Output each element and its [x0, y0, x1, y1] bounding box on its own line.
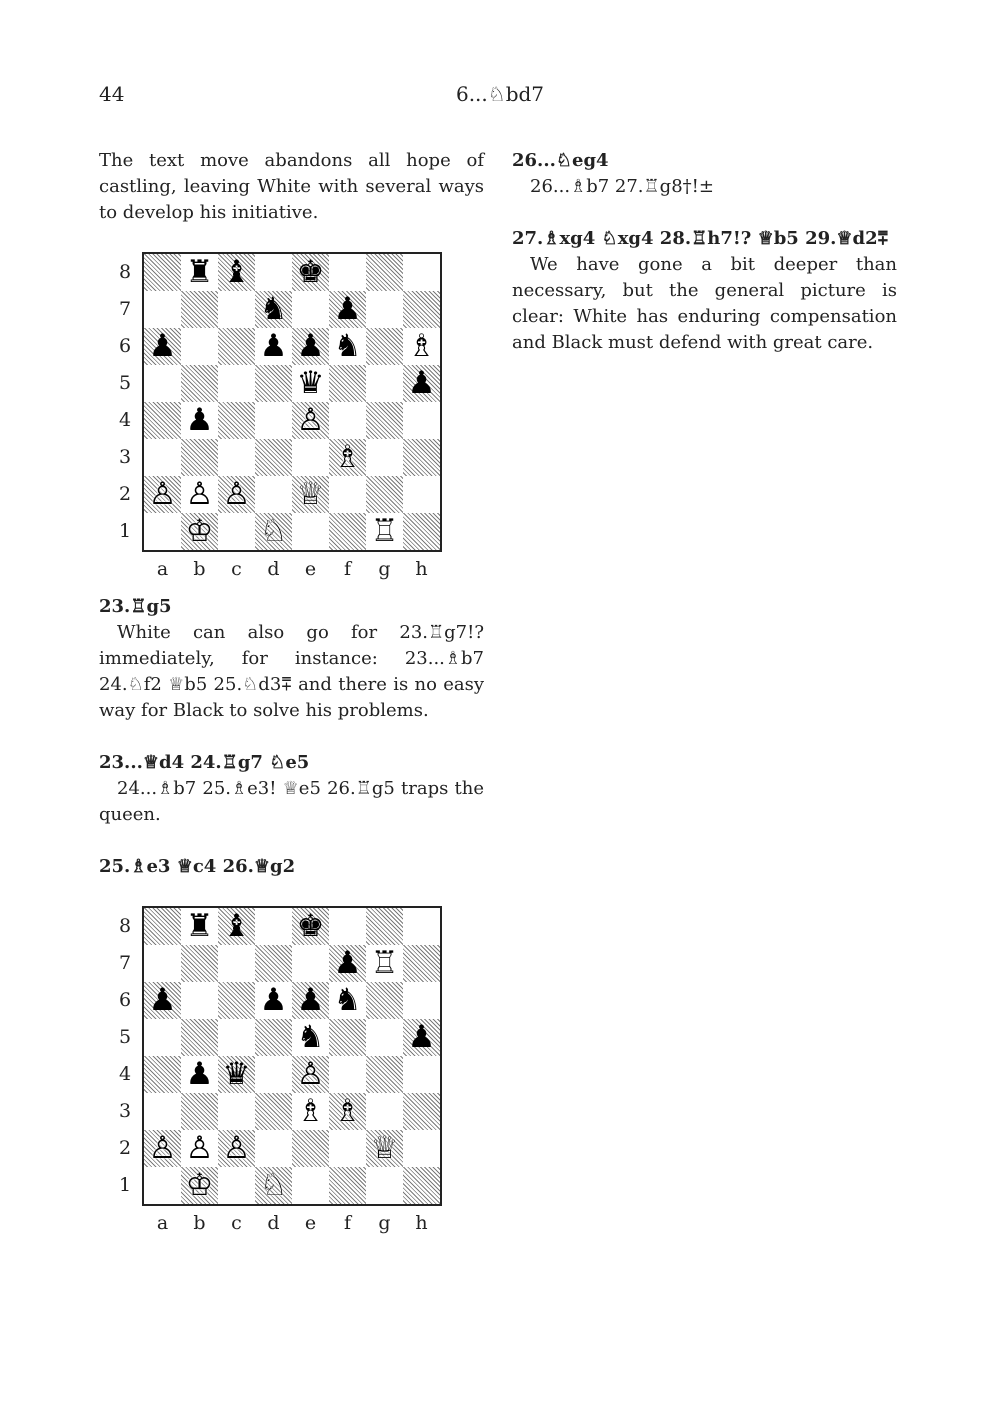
- square-e6: [292, 328, 329, 365]
- rank-label: 7: [118, 952, 132, 974]
- black-pawn-icon: ♟: [333, 945, 362, 981]
- square-d2: [255, 476, 292, 513]
- square-a7: [144, 945, 181, 982]
- square-f7: [329, 945, 366, 982]
- black-pawn-icon: ♟: [296, 982, 325, 1018]
- black-knight-icon: ♞: [333, 328, 362, 364]
- square-h5: [403, 1019, 440, 1056]
- square-d3: [255, 1093, 292, 1130]
- square-b6: [181, 982, 218, 1019]
- square-h4: [403, 402, 440, 439]
- black-knight-icon: ♞: [259, 291, 288, 327]
- square-b5: [181, 1019, 218, 1056]
- square-b8: [181, 254, 218, 291]
- square-f1: [329, 513, 366, 550]
- white-pawn-icon: ♙: [148, 1130, 177, 1166]
- square-e5: [292, 1019, 329, 1056]
- file-label: f: [343, 558, 352, 580]
- square-a4: [144, 402, 181, 439]
- file-label: c: [231, 558, 242, 580]
- white-bishop-icon: ♗: [407, 328, 436, 364]
- square-g8: [366, 254, 403, 291]
- move-heading-23-rg5: 23.♖g5: [99, 596, 172, 617]
- square-h4: [403, 1056, 440, 1093]
- file-label: g: [378, 558, 391, 580]
- right-column-notes-1: [512, 148, 897, 200]
- square-d6: [255, 982, 292, 1019]
- square-e1: [292, 1167, 329, 1204]
- square-b3: [181, 1093, 218, 1130]
- square-e6: [292, 982, 329, 1019]
- rank-label: 4: [118, 1063, 132, 1085]
- square-b3: [181, 439, 218, 476]
- white-pawn-icon: ♙: [148, 476, 177, 512]
- square-b1: [181, 513, 218, 550]
- black-pawn-icon: ♟: [259, 982, 288, 1018]
- white-bishop-icon: ♗: [333, 439, 362, 475]
- square-f5: [329, 1019, 366, 1056]
- black-bishop-icon: ♝: [222, 254, 251, 290]
- square-g3: [366, 1093, 403, 1130]
- square-b2: [181, 1130, 218, 1167]
- square-a6: [144, 982, 181, 1019]
- square-g1: [366, 1167, 403, 1204]
- file-label: b: [193, 1212, 206, 1234]
- white-queen-icon: ♕: [296, 476, 325, 512]
- rank-label: 7: [118, 298, 132, 320]
- rank-label: 6: [118, 989, 132, 1011]
- square-a6: [144, 328, 181, 365]
- file-label: c: [231, 1212, 242, 1234]
- left-column-intro: [99, 148, 484, 226]
- move-heading-27-bxg4: 27.♗xg4 ♘xg4 28.♖h7!? ♕b5 29.♕d2⩱: [512, 228, 889, 249]
- square-c3: [218, 439, 255, 476]
- square-h1: [403, 1167, 440, 1204]
- black-rook-icon: ♜: [185, 908, 214, 944]
- white-bishop-icon: ♗: [333, 1093, 362, 1129]
- white-pawn-icon: ♙: [222, 1130, 251, 1166]
- square-b4: [181, 402, 218, 439]
- black-rook-icon: ♜: [185, 254, 214, 290]
- square-a8: [144, 908, 181, 945]
- left-column-notes-1: [99, 594, 484, 724]
- black-pawn-icon: ♟: [148, 328, 177, 364]
- square-f1: [329, 1167, 366, 1204]
- square-b4: [181, 1056, 218, 1093]
- square-h1: [403, 513, 440, 550]
- running-title: 6...♘bd7: [455, 82, 545, 106]
- rank-label: 2: [118, 1137, 132, 1159]
- square-b5: [181, 365, 218, 402]
- rank-label: 1: [118, 1174, 132, 1196]
- note-paragraph-3: 26...♗b7 27.♖g8†!±: [530, 176, 714, 197]
- square-d8: [255, 254, 292, 291]
- square-g4: [366, 402, 403, 439]
- square-a3: [144, 1093, 181, 1130]
- square-c7: [218, 291, 255, 328]
- square-d3: [255, 439, 292, 476]
- square-h3: [403, 1093, 440, 1130]
- file-label: a: [156, 558, 169, 580]
- square-e8: [292, 908, 329, 945]
- square-g2: [366, 476, 403, 513]
- square-e3: [292, 439, 329, 476]
- white-pawn-icon: ♙: [185, 476, 214, 512]
- square-f2: [329, 1130, 366, 1167]
- file-label: h: [415, 558, 428, 580]
- square-d4: [255, 402, 292, 439]
- square-f8: [329, 254, 366, 291]
- square-b2: [181, 476, 218, 513]
- note-paragraph-1: White can also go for 23.♖g7!? immediately, for instance: 23...♗b7 24.♘f2 ♕b5 25.♘d3⩱ and there is no easy way for Black to solve his problems.: [99, 622, 484, 721]
- square-e4: [292, 402, 329, 439]
- square-c8: [218, 254, 255, 291]
- square-a1: [144, 513, 181, 550]
- square-a8: [144, 254, 181, 291]
- file-label: b: [193, 558, 206, 580]
- black-pawn-icon: ♟: [185, 1056, 214, 1092]
- square-g1: [366, 513, 403, 550]
- square-d5: [255, 365, 292, 402]
- left-column-notes-3: [99, 854, 484, 880]
- square-h6: [403, 982, 440, 1019]
- move-heading-23-qd4: 23...♕d4 24.♖g7 ♘e5: [99, 752, 310, 773]
- square-c2: [218, 1130, 255, 1167]
- white-pawn-icon: ♙: [222, 476, 251, 512]
- square-h8: [403, 908, 440, 945]
- white-rook-icon: ♖: [370, 945, 399, 981]
- square-g5: [366, 365, 403, 402]
- square-d5: [255, 1019, 292, 1056]
- square-h8: [403, 254, 440, 291]
- rank-label: 8: [118, 261, 132, 283]
- square-h2: [403, 476, 440, 513]
- square-a7: [144, 291, 181, 328]
- square-d7: [255, 291, 292, 328]
- square-e7: [292, 945, 329, 982]
- square-a1: [144, 1167, 181, 1204]
- file-label: d: [267, 558, 280, 580]
- square-f6: [329, 328, 366, 365]
- square-g6: [366, 982, 403, 1019]
- rank-label: 1: [118, 520, 132, 542]
- square-f4: [329, 402, 366, 439]
- square-c8: [218, 908, 255, 945]
- square-h7: [403, 291, 440, 328]
- move-heading-25-be3: 25.♗e3 ♕c4 26.♕g2: [99, 856, 296, 877]
- square-g6: [366, 328, 403, 365]
- square-d7: [255, 945, 292, 982]
- square-a5: [144, 365, 181, 402]
- file-label: h: [415, 1212, 428, 1234]
- square-d1: [255, 1167, 292, 1204]
- rank-label: 2: [118, 483, 132, 505]
- square-e7: [292, 291, 329, 328]
- square-e3: [292, 1093, 329, 1130]
- black-pawn-icon: ♟: [407, 365, 436, 401]
- file-label: e: [304, 558, 317, 580]
- square-c4: [218, 1056, 255, 1093]
- square-a2: [144, 476, 181, 513]
- square-c1: [218, 513, 255, 550]
- square-e2: [292, 1130, 329, 1167]
- black-pawn-icon: ♟: [296, 328, 325, 364]
- black-king-icon: ♚: [296, 908, 325, 944]
- square-c6: [218, 982, 255, 1019]
- white-pawn-icon: ♙: [185, 1130, 214, 1166]
- rank-label: 8: [118, 915, 132, 937]
- square-c5: [218, 1019, 255, 1056]
- black-pawn-icon: ♟: [333, 291, 362, 327]
- square-h2: [403, 1130, 440, 1167]
- square-a3: [144, 439, 181, 476]
- white-queen-icon: ♕: [370, 1130, 399, 1166]
- square-b6: [181, 328, 218, 365]
- square-c6: [218, 328, 255, 365]
- square-e8: [292, 254, 329, 291]
- black-pawn-icon: ♟: [407, 1019, 436, 1055]
- chessboard: [142, 906, 442, 1206]
- square-g2: [366, 1130, 403, 1167]
- square-b7: [181, 291, 218, 328]
- square-g5: [366, 1019, 403, 1056]
- square-c4: [218, 402, 255, 439]
- square-c7: [218, 945, 255, 982]
- square-e5: [292, 365, 329, 402]
- square-g4: [366, 1056, 403, 1093]
- black-queen-icon: ♛: [296, 365, 325, 401]
- white-pawn-icon: ♙: [296, 1056, 325, 1092]
- square-f2: [329, 476, 366, 513]
- black-knight-icon: ♞: [333, 982, 362, 1018]
- rank-label: 4: [118, 409, 132, 431]
- note-paragraph-2: 24...♗b7 25.♗e3! ♕e5 26.♖g5 traps the queen.: [99, 778, 484, 825]
- square-e1: [292, 513, 329, 550]
- file-label: a: [156, 1212, 169, 1234]
- file-label: d: [267, 1212, 280, 1234]
- file-label: e: [304, 1212, 317, 1234]
- square-h7: [403, 945, 440, 982]
- square-d8: [255, 908, 292, 945]
- rank-label: 5: [118, 1026, 132, 1048]
- note-paragraph-4: We have gone a bit deeper than necessary, but the general picture is clear: White has enduring compensation and Black must defend with great care.: [512, 254, 897, 353]
- square-d1: [255, 513, 292, 550]
- square-a4: [144, 1056, 181, 1093]
- square-g3: [366, 439, 403, 476]
- square-c5: [218, 365, 255, 402]
- square-f3: [329, 1093, 366, 1130]
- square-c3: [218, 1093, 255, 1130]
- right-column-notes-2: [512, 226, 897, 356]
- square-e2: [292, 476, 329, 513]
- square-g7: [366, 291, 403, 328]
- square-g7: [366, 945, 403, 982]
- black-knight-icon: ♞: [296, 1019, 325, 1055]
- square-a5: [144, 1019, 181, 1056]
- square-c2: [218, 476, 255, 513]
- rank-label: 5: [118, 372, 132, 394]
- square-b7: [181, 945, 218, 982]
- black-king-icon: ♚: [296, 254, 325, 290]
- file-label: g: [378, 1212, 391, 1234]
- black-pawn-icon: ♟: [148, 982, 177, 1018]
- white-king-icon: ♔: [185, 1167, 214, 1203]
- white-pawn-icon: ♙: [296, 402, 325, 438]
- black-pawn-icon: ♟: [259, 328, 288, 364]
- rank-label: 3: [118, 446, 132, 468]
- black-bishop-icon: ♝: [222, 908, 251, 944]
- square-h3: [403, 439, 440, 476]
- chessboard: [142, 252, 442, 552]
- rank-label: 6: [118, 335, 132, 357]
- square-f8: [329, 908, 366, 945]
- square-b8: [181, 908, 218, 945]
- square-d4: [255, 1056, 292, 1093]
- square-f3: [329, 439, 366, 476]
- black-pawn-icon: ♟: [185, 402, 214, 438]
- square-f4: [329, 1056, 366, 1093]
- white-knight-icon: ♘: [259, 513, 288, 549]
- white-knight-icon: ♘: [259, 1167, 288, 1203]
- intro-paragraph: The text move abandons all hope of castling, leaving White with several ways to develop his initiative.: [99, 150, 484, 223]
- white-rook-icon: ♖: [370, 513, 399, 549]
- square-c1: [218, 1167, 255, 1204]
- white-king-icon: ♔: [185, 513, 214, 549]
- square-h5: [403, 365, 440, 402]
- square-h6: [403, 328, 440, 365]
- left-column-notes-2: [99, 750, 484, 828]
- square-g8: [366, 908, 403, 945]
- square-b1: [181, 1167, 218, 1204]
- rank-label: 3: [118, 1100, 132, 1122]
- square-d6: [255, 328, 292, 365]
- square-d2: [255, 1130, 292, 1167]
- white-bishop-icon: ♗: [296, 1093, 325, 1129]
- page-number: 44: [99, 82, 125, 106]
- square-e4: [292, 1056, 329, 1093]
- file-label: f: [343, 1212, 352, 1234]
- square-f5: [329, 365, 366, 402]
- square-f6: [329, 982, 366, 1019]
- move-heading-26-neg4: 26...♘eg4: [512, 150, 609, 171]
- square-a2: [144, 1130, 181, 1167]
- black-queen-icon: ♛: [222, 1056, 251, 1092]
- square-f7: [329, 291, 366, 328]
